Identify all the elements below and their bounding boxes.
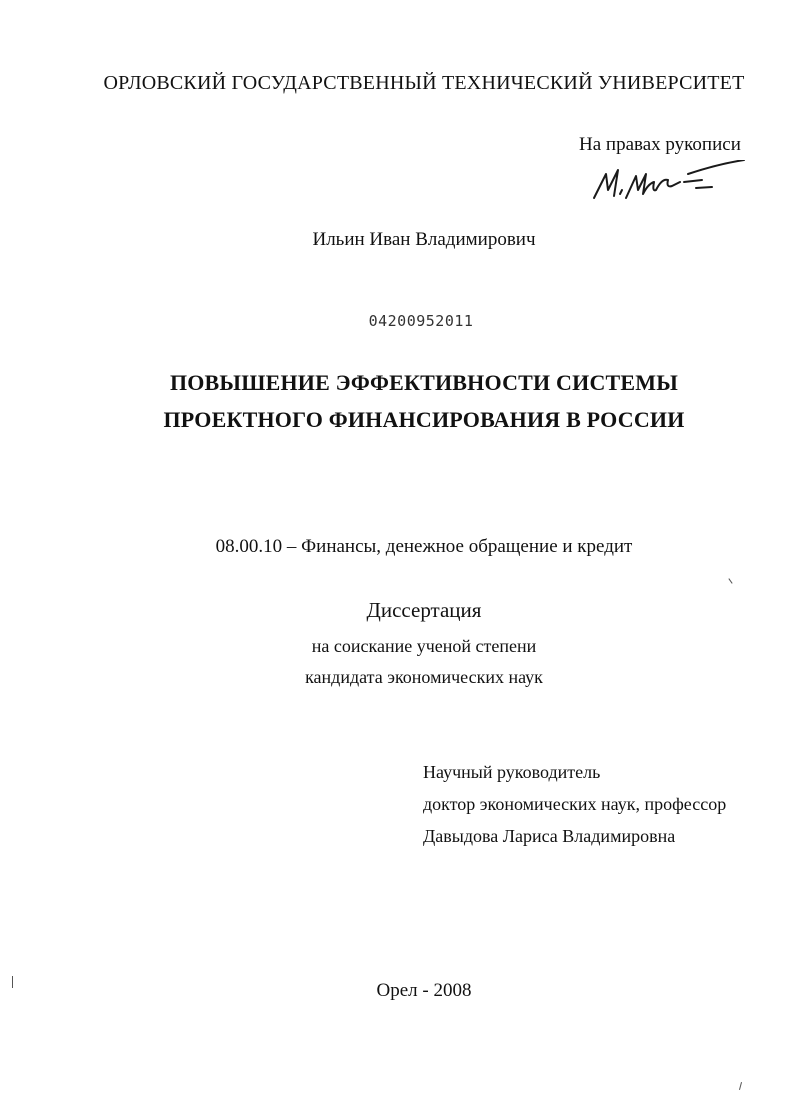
supervisor-label: Научный руководитель <box>423 762 601 782</box>
degree-line-2: кандидата экономических наук <box>305 667 543 687</box>
dissertation-title-line-2: ПРОЕКТНОГО ФИНАНСИРОВАНИЯ В РОССИИ <box>163 407 685 432</box>
registration-stamp-number: 04200952011 <box>368 312 474 330</box>
city-year: Орел - 2008 <box>376 980 472 1001</box>
author-name: Ильин Иван Владимирович <box>312 229 536 250</box>
scan-artifact-mark <box>12 976 13 988</box>
manuscript-note: На правах рукописи <box>579 134 741 155</box>
supervisor-credentials: доктор экономических наук, профессор <box>423 794 727 814</box>
specialty-code: 08.00.10 – Финансы, денежное обращение и кредит <box>215 536 633 557</box>
supervisor-name: Давыдова Лариса Владимировна <box>423 826 676 846</box>
scan-artifact-mark <box>739 1082 742 1090</box>
document-type: Диссертация <box>366 598 482 622</box>
handwritten-signature <box>588 160 748 211</box>
dissertation-title-line-1: ПОВЫШЕНИЕ ЭФФЕКТИВНОСТИ СИСТЕМЫ <box>169 370 679 395</box>
degree-line-1: на соискание ученой степени <box>311 636 537 656</box>
scan-artifact-mark <box>728 578 732 583</box>
university-name: ОРЛОВСКИЙ ГОСУДАРСТВЕННЫЙ ТЕХНИЧЕСКИЙ УНИВЕРСИТЕТ <box>103 72 745 94</box>
